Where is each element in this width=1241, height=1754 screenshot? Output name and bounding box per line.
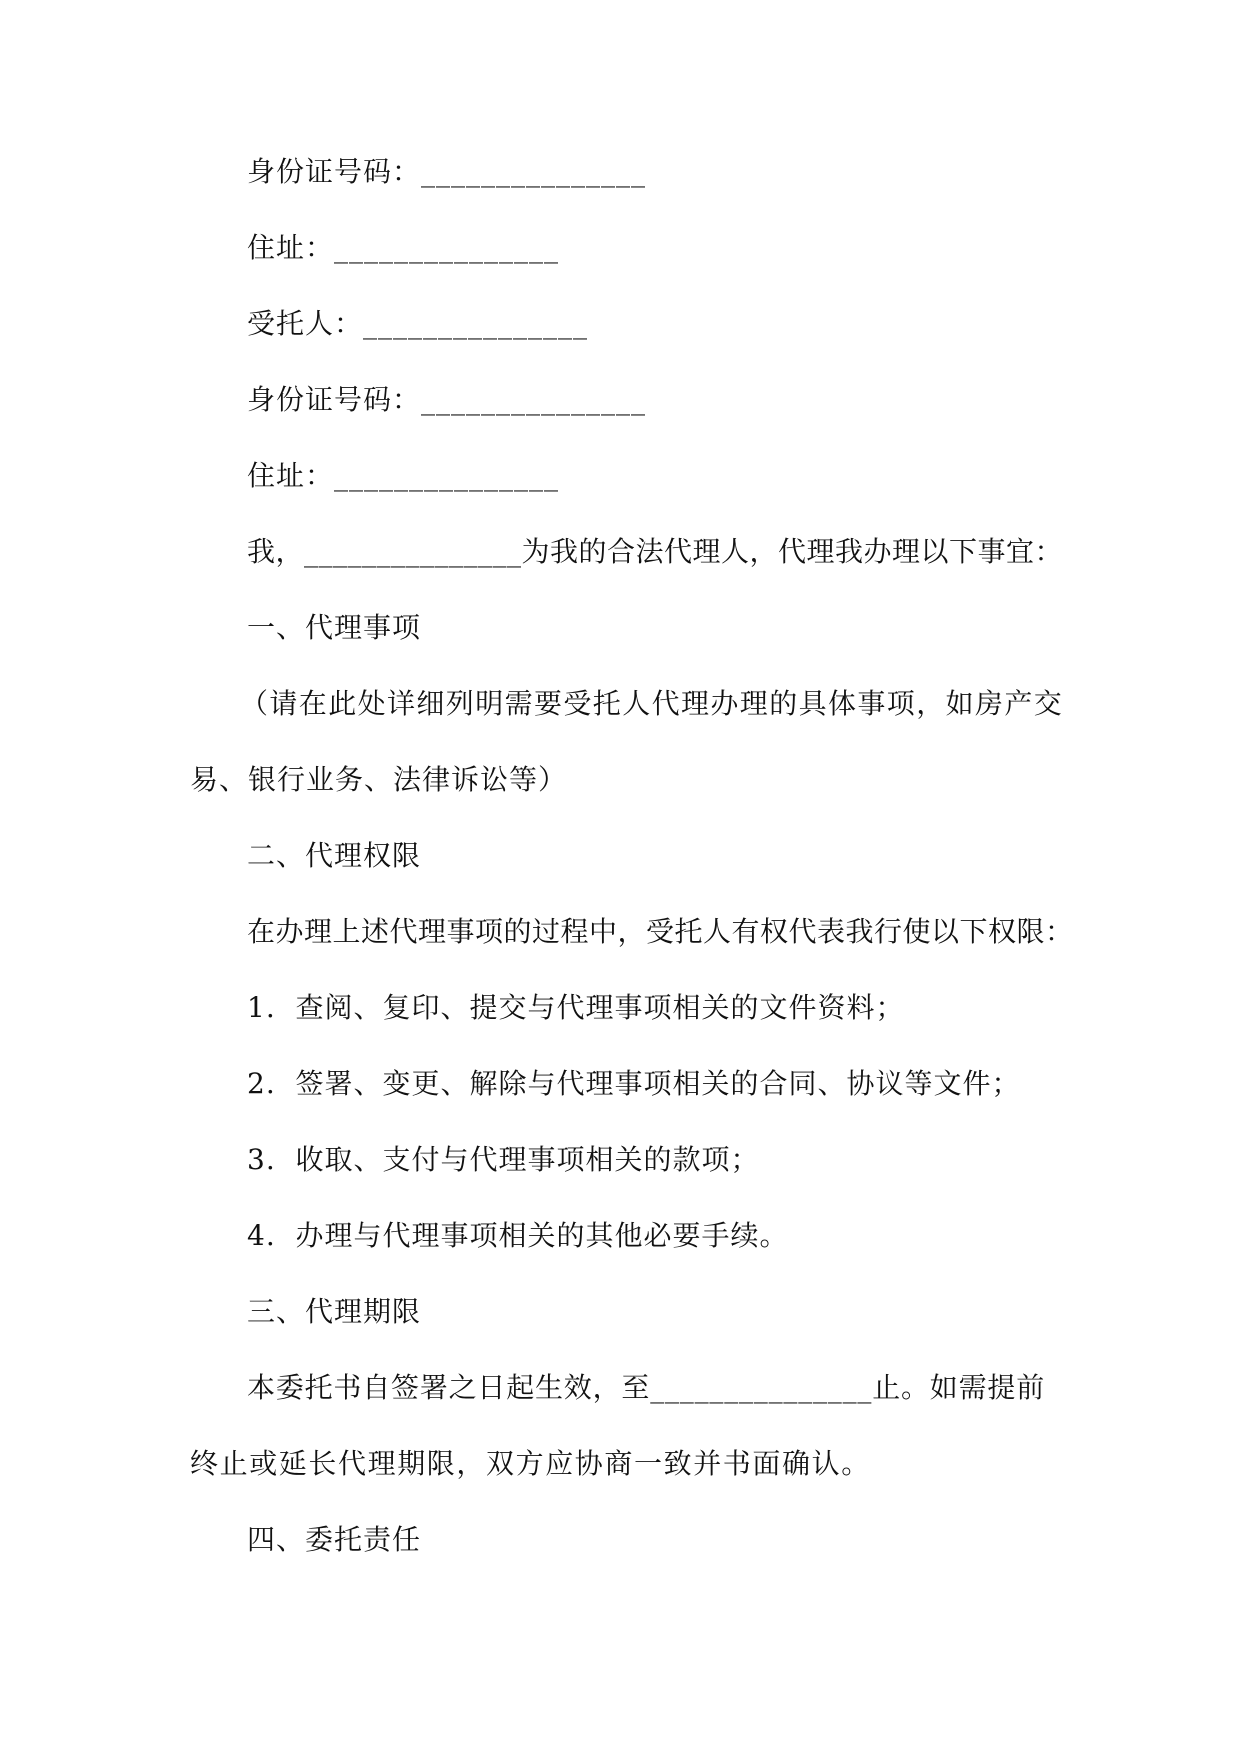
section1-note-line1: （请在此处详细列明需要受托人代理办理的具体事项，如房产交 [240,687,1064,720]
agent-id-line: 身份证号码：_______________ [247,383,647,416]
section3-heading: 三、代理期限 [247,1295,422,1328]
principal-id-line: 身份证号码：_______________ [247,155,647,188]
section2-intro: 在办理上述代理事项的过程中，受托人有权代表我行使以下权限： [247,915,1074,948]
section3-text-line2: 终止或延长代理期限，双方应协商一致并书面确认。 [190,1447,871,1480]
permission-item-2: 2. 签署、变更、解除与代理事项相关的合同、协议等文件； [247,1067,1021,1100]
section1-note-line2: 易、银行业务、法律诉讼等） [190,763,568,796]
permission-item-4: 4. 办理与代理事项相关的其他必要手续。 [247,1219,789,1252]
section2-heading: 二、代理权限 [247,839,422,872]
appointment-line: 我，_______________为我的合法代理人，代理我办理以下事宜： [247,535,1064,568]
permission-item-1: 1. 查阅、复印、提交与代理事项相关的文件资料； [247,991,905,1024]
principal-address-line: 住址：_______________ [247,231,560,264]
agent-name-line: 受托人：_______________ [247,307,589,340]
section1-heading: 一、代理事项 [247,611,422,644]
agent-address-line: 住址：_______________ [247,459,560,492]
permission-item-3: 3. 收取、支付与代理事项相关的款项； [247,1143,760,1176]
section3-text-line1: 本委托书自签署之日起生效，至_______________止。如需提前 [247,1371,1046,1404]
section4-heading: 四、委托责任 [247,1523,422,1556]
